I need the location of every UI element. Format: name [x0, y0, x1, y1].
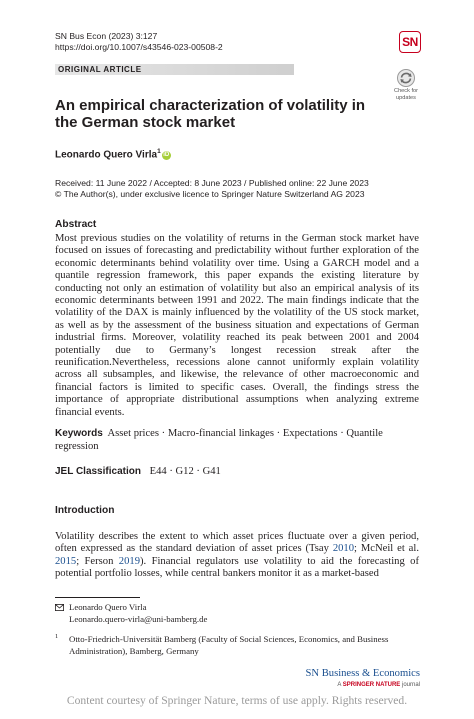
publisher-prefix: A [337, 682, 342, 688]
publisher-suffix: journal [401, 682, 420, 688]
check-for-updates-badge[interactable] [389, 68, 423, 102]
jel-classification [55, 466, 221, 477]
contact-name: Leonardo Quero Virla [69, 602, 147, 612]
check-for-updates-line2: updates [396, 94, 416, 101]
citation-link-ferson[interactable]: 2019 [118, 555, 140, 567]
introduction-heading: Introduction [55, 505, 115, 516]
sn-logo-text: SN [402, 35, 418, 49]
jel-codes: E44 · G12 · G41 [149, 466, 221, 477]
citation-link-mcneil[interactable]: 2015 [55, 555, 77, 567]
author-affiliation-mark: 1 [157, 148, 161, 155]
journal-name: SN Business & Economics [305, 668, 420, 679]
intro-text-3: ; Ferson [76, 555, 119, 567]
intro-text-1: Volatility describes the extent to which asset prices fluctuate over a given period, often expressed as the standard deviation of asset prices (Tsay [55, 531, 419, 555]
publisher-brand: SPRINGER NATURE [342, 682, 401, 688]
article-type-label: ORIGINAL ARTICLE [58, 65, 142, 74]
author-line [55, 148, 171, 160]
keywords-text: Asset prices · Macro-financial linkages · Expectations · Quantile regression [55, 428, 383, 452]
publication-dates: Received: 11 June 2022 / Accepted: 8 June 2023 / Published online: 22 June 2023 [55, 178, 369, 188]
mail-icon [55, 604, 64, 611]
affiliation-text: Otto-Friedrich-Universität Bamberg (Faculty of Social Sciences, Economics, and Business Administration), Bamberg, Germany [69, 634, 389, 656]
author-name[interactable]: Leonardo Quero Virla [55, 149, 158, 161]
courtesy-notice: Content courtesy of Springer Nature, terms of use apply. Rights reserved. [66, 694, 408, 707]
jel-label: JEL Classification [55, 466, 141, 477]
abstract-heading: Abstract [55, 219, 97, 230]
check-for-updates-icon [389, 68, 423, 90]
doi-link[interactable]: https://doi.org/10.1007/s43546-023-00508-2 [55, 42, 223, 52]
check-for-updates-line1: Check for [394, 88, 418, 94]
intro-text-4: ). Financial regulators use volatility to aid the forecasting of potential portfolio losses, while central bankers monitor it as a market-based [55, 555, 420, 580]
citation-link-tsay[interactable]: 2010 [332, 543, 354, 555]
introduction-text [55, 531, 419, 581]
affiliation-number: 1 [55, 633, 59, 640]
copyright-line: © The Author(s), under exclusive licence to Springer Nature Switzerland AG 2023 [55, 189, 365, 199]
abstract-text: Most previous studies on the volatility of returns in the German stock market have focused on issues of forecasting and predictability without further exploration of the economic determinants behind volatility over time. Using a GARCH model and a quantile regression framework, this paper expands the existing literature by conducting not only an estimation of volatility but also an empirical analysis of its economic determinants between 1991 and 2022. The main findings indicate that the volatility of the DAX is mainly influenced by the volatility of the US stock market, as well as by the assessment of the business situation and expectations of German industrial firms. Moreover, volatility reached its peak between 2001 and 2004 potentially due to Germany’s longest recession streak after the reunification.Nevertheless, recessions alone cannot uniformly explain volatility across all subsamples, and likewise, the relevance of other macroeconomic and financial factors is limited to specific cases. Overall, the findings stress the importance of appropriate distributional assumptions when analyzing extreme financial events. [55, 233, 419, 418]
contact-email[interactable]: Leonardo.quero-virla@uni-bamberg.de [69, 614, 208, 624]
keywords [55, 427, 419, 453]
journal-publisher-line [290, 682, 420, 688]
footnote-divider [55, 597, 140, 598]
orcid-icon[interactable]: iD [163, 152, 170, 159]
journal-reference: SN Bus Econ (2023) 3:127 [55, 31, 158, 41]
keywords-label: Keywords [55, 428, 103, 439]
sn-logo-icon [399, 31, 421, 53]
article-title: An empirical characterization of volatility in the German stock market [55, 97, 366, 131]
intro-text-2: ; McNeil et al. [354, 543, 419, 555]
